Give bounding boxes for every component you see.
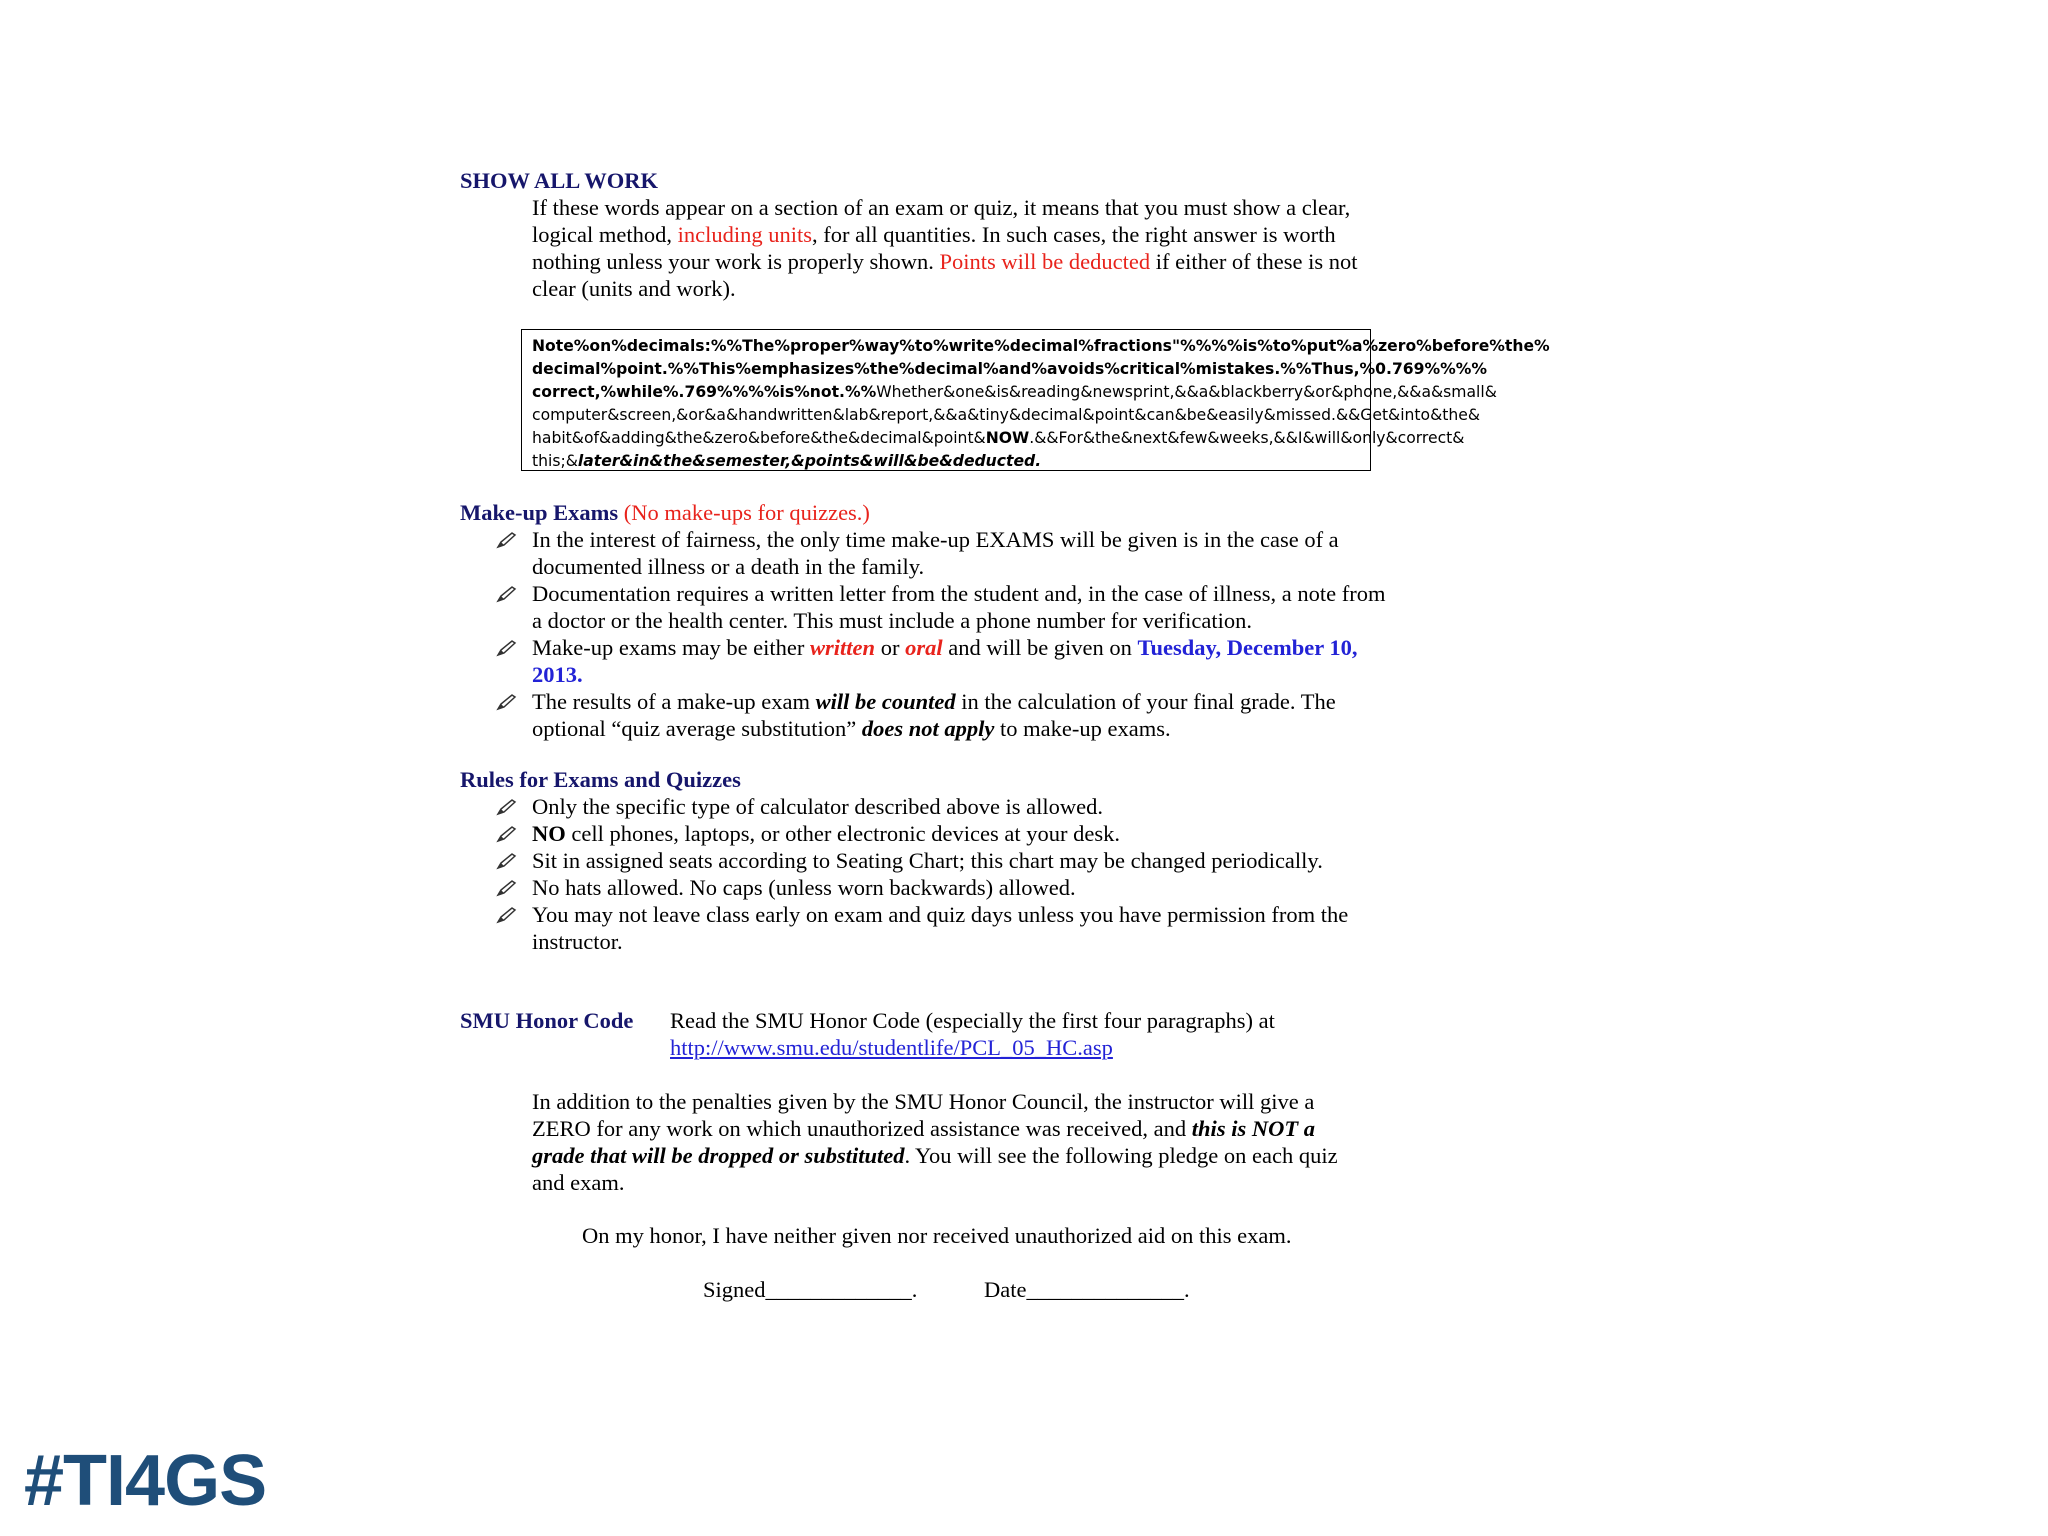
makeup-heading-note: (No make-ups for quizzes.) [618, 500, 870, 525]
show-all-work-paragraph [532, 194, 1372, 302]
honor-paragraph-text: In addition to the penalties given by the SMU Honor Council, the instructor will give a ZERO for any work on which unauthorized assistance was received, and [532, 1089, 1315, 1141]
makeup-item-4-text-b: in the calculation of your final grade. The optional “quiz average substitution” [532, 689, 1336, 741]
makeup-item-3-text-b: and will be given on [942, 635, 1138, 660]
honor-read-text: Read the SMU Honor Code (especially the first four paragraphs) at [670, 1008, 1275, 1033]
oral-emphasis: oral [905, 635, 943, 660]
hashtag-label: #TI4GS [24, 1441, 267, 1521]
makeup-date: Tuesday, December 10, 2013. [532, 635, 1358, 687]
pencil-icon [496, 530, 518, 550]
makeup-item-3-or: or [875, 635, 906, 660]
list-item [496, 580, 1386, 634]
pencil-icon [496, 824, 518, 844]
makeup-item-3-text: Make-up exams may be either [532, 635, 811, 660]
rules-heading: Rules for Exams and Quizzes [460, 767, 741, 792]
note-normal-text-2: .&&For&the&next&few&weeks,&&I&will&only&correct& this;& [532, 429, 1465, 470]
list-item [496, 634, 1386, 688]
paragraph-text: If these words appear on a section of an exam or quiz, it means that you must show a clear, logical method, [532, 195, 1351, 247]
list-item [496, 688, 1386, 742]
list-item [496, 793, 1386, 820]
rules-list [496, 793, 1386, 955]
honor-paragraph-text-b: . You will see the following pledge on each quiz and exam. [532, 1143, 1338, 1195]
rules-item-5: You may not leave class early on exam and quiz days unless you have permission from the instructor. [532, 902, 1349, 954]
pencil-icon [496, 797, 518, 817]
does-not-apply-emphasis: does not apply [861, 716, 995, 741]
rules-item-1: Only the specific type of calculator described above is allowed. [532, 794, 1104, 819]
honor-paragraph [532, 1088, 1362, 1196]
honor-heading: SMU Honor Code [460, 1008, 634, 1033]
makeup-item-2: Documentation requires a written letter from the student and, in the case of illness, a note from a doctor or the health center. This must include a phone number for verification. [532, 581, 1386, 633]
list-item [496, 526, 1386, 580]
pencil-icon [496, 692, 518, 712]
pencil-icon [496, 584, 518, 604]
will-be-counted-emphasis: will be counted [815, 689, 956, 714]
date-line: Date______________. [984, 1277, 1190, 1302]
pencil-icon [496, 905, 518, 925]
not-dropped-emphasis: this is NOT a grade that will be dropped or substituted [532, 1116, 1315, 1168]
points-deducted-emphasis: Points will be deducted [939, 249, 1151, 274]
no-emphasis: NO [532, 821, 566, 846]
rules-item-4: No hats allowed. No caps (unless worn backwards) allowed. [532, 875, 1076, 900]
rules-item-2: cell phones, laptops, or other electronic devices at your desk. [565, 821, 1120, 846]
list-item [496, 901, 1386, 955]
list-item [496, 847, 1386, 874]
paragraph-text: if either of these is not clear (units and work). [532, 249, 1358, 301]
pencil-icon [496, 851, 518, 871]
makeup-heading-line [460, 499, 870, 526]
makeup-item-1: In the interest of fairness, the only time make-up EXAMS will be given is in the case of a documented illness or a death in the family. [532, 527, 1339, 579]
written-emphasis: written [810, 635, 876, 660]
honor-pledge: On my honor, I have neither given nor received unauthorized aid on this exam. [582, 1223, 1292, 1248]
decimal-note-box [521, 329, 1550, 471]
including-units-emphasis: including units [677, 222, 812, 247]
makeup-list [496, 526, 1386, 742]
honor-code-link[interactable]: http://www.smu.edu/studentlife/PCL_05_HC.asp [670, 1035, 1113, 1060]
pencil-icon [496, 638, 518, 658]
list-item [496, 820, 1386, 847]
pencil-icon [496, 878, 518, 898]
rules-item-3: Sit in assigned seats according to Seating Chart; this chart may be changed periodically. [532, 848, 1323, 873]
makeup-heading: Make-up Exams [460, 500, 619, 525]
list-item [496, 874, 1386, 901]
show-all-work-heading: SHOW ALL WORK [460, 168, 658, 193]
makeup-item-4-text-c: to make-up exams. [994, 716, 1171, 741]
note-now-text: NOW [985, 429, 1030, 447]
note-italic-text: later&in&the&semester,&points&will&be&deducted. [577, 452, 1042, 470]
signed-line: Signed_____________. [703, 1277, 918, 1302]
paragraph-text: , for all quantities. In such cases, the right answer is worth nothing unless your work is properly shown. [532, 222, 1336, 274]
note-bold-text: Note%on%decimals:%%The%proper%way%to%write%decimal%fractions"%%%%is%to%put%a%zero%before%the% decimal%point.%%This%emphasizes%the%decimal%and%avoids%critical%mistakes.%%Thus,%0.769%%%% correct,%while%.769%%%%is%not.%% [532, 337, 1550, 401]
note-normal-text: Whether&one&is&reading&newsprint,&&a&blackberry&or&phone,&&a&small& computer&screen,&or&a&handwritten&lab&report,&&a&tiny&decimal&point&can&be&easily&missed.&&Get&into&the& habit&of&adding&the&zero&before&the&decimal&point& [532, 383, 1497, 447]
makeup-item-4-text: The results of a make-up exam [532, 689, 816, 714]
honor-read-block [670, 1007, 1390, 1061]
